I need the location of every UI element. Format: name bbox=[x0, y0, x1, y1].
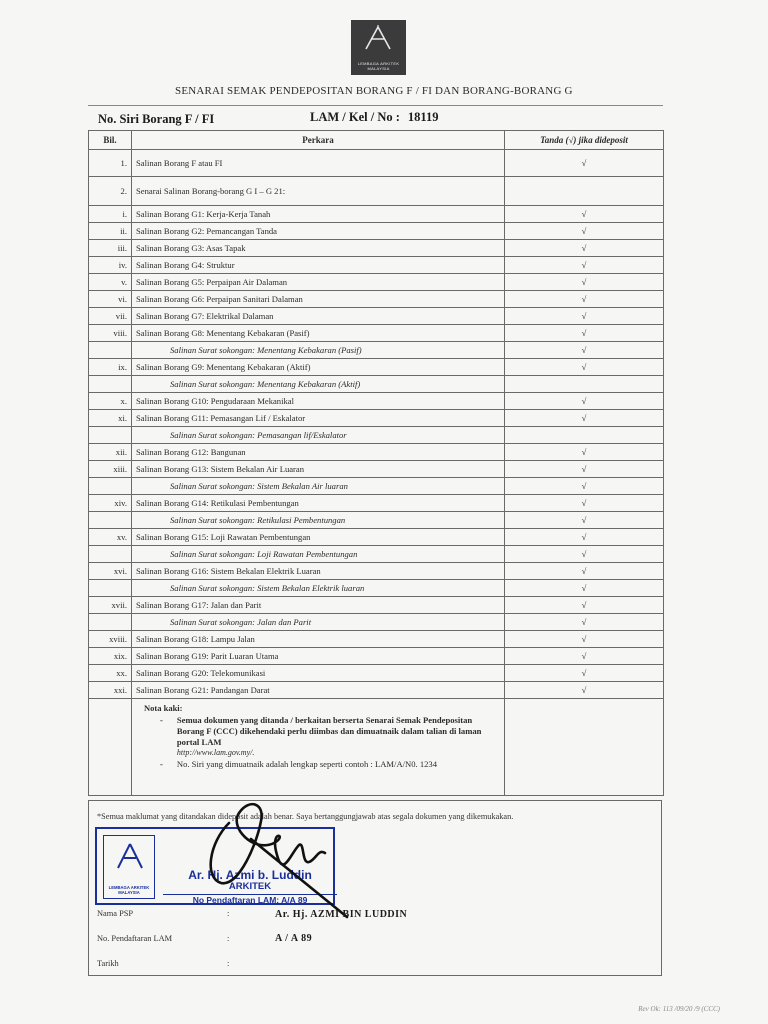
lam-value: 18119 bbox=[407, 110, 439, 124]
col-perkara-header: Perkara bbox=[132, 131, 505, 150]
checklist-row bbox=[89, 206, 664, 223]
row-item: Salinan Borang G1: Kerja-Kerja Tanah bbox=[132, 206, 505, 223]
tick-cell bbox=[505, 512, 664, 529]
row-item: Salinan Borang G20: Telekomunikasi bbox=[132, 665, 505, 682]
nota-row bbox=[89, 699, 664, 796]
row-item: Salinan Borang F atau FI bbox=[132, 150, 505, 177]
stamp-logo bbox=[103, 835, 155, 899]
checklist-row bbox=[89, 648, 664, 665]
stamp-name: Ar. Hj. Azmi b. Luddin bbox=[188, 868, 312, 882]
checklist-row bbox=[89, 631, 664, 648]
checklist-row bbox=[89, 444, 664, 461]
nama-value: Ar. Hj. AZMI BIN LUDDIN bbox=[275, 909, 408, 920]
row-number: vi. bbox=[89, 291, 132, 308]
checklist-row bbox=[89, 597, 664, 614]
row-item: Salinan Borang G2: Pemancangan Tanda bbox=[132, 223, 505, 240]
supporting-letter-row bbox=[89, 478, 664, 495]
checklist-row bbox=[89, 665, 664, 682]
row-number: v. bbox=[89, 274, 132, 291]
declaration-statement: *Semua maklumat yang ditandakan dideposit adalah benar. Saya bertanggungjawab atas segala dokumen yang dikemukakan. bbox=[97, 812, 514, 821]
tick-cell bbox=[505, 614, 664, 631]
row-number: xv. bbox=[89, 529, 132, 546]
tick-cell bbox=[505, 257, 664, 274]
page-title: SENARAI SEMAK PENDEPOSITAN BORANG F / FI DAN BORANG-BORANG G bbox=[175, 85, 573, 97]
supporting-letter-row bbox=[89, 342, 664, 359]
stamp-logo-text: LEMBAGA ARKITEK MALAYSIA bbox=[108, 885, 150, 895]
stamp-role: ARKITEK bbox=[228, 881, 272, 892]
checklist-row bbox=[89, 410, 664, 427]
tick-cell bbox=[505, 665, 664, 682]
check-mark-icon: √ bbox=[581, 464, 587, 474]
check-mark-icon: √ bbox=[581, 209, 587, 219]
check-mark-icon: √ bbox=[581, 532, 587, 542]
row-number bbox=[89, 342, 132, 359]
col-bil-header: Bil. bbox=[89, 131, 132, 150]
revision-footer: Rev Ok: 113 /09/20 /9 (CCC) bbox=[638, 1005, 720, 1013]
registration-value: A / A 89 bbox=[275, 933, 313, 944]
check-mark-icon: √ bbox=[581, 447, 587, 457]
row-item: Salinan Borang G7: Elektrikal Dalaman bbox=[132, 308, 505, 325]
tick-cell bbox=[505, 359, 664, 376]
row-number: xii. bbox=[89, 444, 132, 461]
row-number: xvii. bbox=[89, 597, 132, 614]
tick-cell bbox=[505, 274, 664, 291]
logo-text: LEMBAGA ARKITEK MALAYSIA bbox=[357, 61, 400, 71]
row-item: Salinan Surat sokongan: Sistem Bekalan Elektrik luaran bbox=[132, 580, 505, 597]
check-mark-icon: √ bbox=[581, 617, 587, 627]
row-item: Salinan Surat sokongan: Loji Rawatan Pembentungan bbox=[132, 546, 505, 563]
tick-cell bbox=[505, 308, 664, 325]
supporting-letter-row bbox=[89, 427, 664, 444]
row-item: Salinan Surat sokongan: Retikulasi Pembentungan bbox=[132, 512, 505, 529]
check-mark-icon: √ bbox=[581, 583, 587, 593]
tick-cell bbox=[505, 478, 664, 495]
lam-number bbox=[310, 110, 438, 125]
check-mark-icon: √ bbox=[581, 515, 587, 525]
checklist-row bbox=[89, 240, 664, 257]
row-item: Salinan Borang G5: Perpaipan Air Dalaman bbox=[132, 274, 505, 291]
check-mark-icon: √ bbox=[581, 260, 587, 270]
checklist-table bbox=[88, 130, 664, 796]
row-item: Salinan Borang G16: Sistem Bekalan Elektrik Luaran bbox=[132, 563, 505, 580]
row-number bbox=[89, 512, 132, 529]
nama-label: Nama PSP bbox=[97, 909, 134, 918]
checklist-row bbox=[89, 563, 664, 580]
nota-item-1-text: Semua dokumen yang ditanda / berkaitan berserta Senarai Semak Pendepositan Borang F (CCC) dikehendaki perlu diimbas dan dimuatnaik dalam talian di laman portal LAM bbox=[176, 715, 482, 747]
tick-cell bbox=[505, 325, 664, 342]
row-number: xi. bbox=[89, 410, 132, 427]
row-number: vii. bbox=[89, 308, 132, 325]
lam-label: LAM / Kel / No : bbox=[310, 110, 400, 124]
row-number: xiv. bbox=[89, 495, 132, 512]
tick-cell bbox=[505, 177, 664, 206]
checklist-row bbox=[89, 461, 664, 478]
row-number bbox=[89, 376, 132, 393]
row-number: xvi. bbox=[89, 563, 132, 580]
lam-logo bbox=[351, 20, 406, 75]
check-mark-icon: √ bbox=[581, 549, 587, 559]
check-mark-icon: √ bbox=[581, 158, 587, 168]
row-number: 2. bbox=[89, 177, 132, 206]
registration-label: No. Pendaftaran LAM bbox=[97, 934, 173, 943]
row-number: xxi. bbox=[89, 682, 132, 699]
row-number: xx. bbox=[89, 665, 132, 682]
check-mark-icon: √ bbox=[581, 226, 587, 236]
nota-item-2-text: No. Siri yang dimuatnaik adalah lengkap seperti contoh : LAM/A/N0. 1234 bbox=[176, 759, 438, 769]
declaration-box bbox=[88, 800, 662, 976]
check-mark-icon: √ bbox=[581, 498, 587, 508]
tarikh-label: Tarikh bbox=[97, 959, 119, 968]
check-mark-icon: √ bbox=[581, 396, 587, 406]
row-item: Salinan Borang G13: Sistem Bekalan Air Luaran bbox=[132, 461, 505, 478]
checklist-row bbox=[89, 495, 664, 512]
checklist-row bbox=[89, 393, 664, 410]
row-number: xix. bbox=[89, 648, 132, 665]
row-item: Salinan Surat sokongan: Sistem Bekalan Air luaran bbox=[132, 478, 505, 495]
checklist-row bbox=[89, 359, 664, 376]
row-item: Salinan Borang G3: Asas Tapak bbox=[132, 240, 505, 257]
check-mark-icon: √ bbox=[581, 668, 587, 678]
row-item: Salinan Borang G18: Lampu Jalan bbox=[132, 631, 505, 648]
checklist-row bbox=[89, 291, 664, 308]
tick-cell bbox=[505, 427, 664, 444]
row-item: Salinan Borang G12: Bangunan bbox=[132, 444, 505, 461]
row-number: ix. bbox=[89, 359, 132, 376]
supporting-letter-row bbox=[89, 614, 664, 631]
row-item: Salinan Borang G10: Pengudaraan Mekanikal bbox=[132, 393, 505, 410]
row-number bbox=[89, 478, 132, 495]
check-mark-icon: √ bbox=[581, 634, 587, 644]
row-number: i. bbox=[89, 206, 132, 223]
nota-dash: - bbox=[160, 715, 163, 725]
row-number: x. bbox=[89, 393, 132, 410]
tick-cell bbox=[505, 342, 664, 359]
row-number: xiii. bbox=[89, 461, 132, 478]
nota-cell bbox=[132, 699, 505, 796]
row-number: 1. bbox=[89, 150, 132, 177]
row-item: Salinan Borang G6: Perpaipan Sanitari Dalaman bbox=[132, 291, 505, 308]
checklist-row bbox=[89, 223, 664, 240]
logo-emblem-icon bbox=[363, 25, 393, 51]
table-header-row bbox=[89, 131, 664, 150]
tick-cell bbox=[505, 546, 664, 563]
tick-cell bbox=[505, 495, 664, 512]
registration-field: No. Pendaftaran LAM : bbox=[97, 934, 230, 943]
tick-cell bbox=[505, 631, 664, 648]
checklist-row bbox=[89, 325, 664, 342]
row-number: ii. bbox=[89, 223, 132, 240]
check-mark-icon: √ bbox=[581, 277, 587, 287]
checklist-row bbox=[89, 274, 664, 291]
row-item: Senarai Salinan Borang-borang G I – G 21: bbox=[132, 177, 505, 206]
check-mark-icon: √ bbox=[581, 413, 587, 423]
tick-cell bbox=[505, 461, 664, 478]
check-mark-icon: √ bbox=[581, 685, 587, 695]
row-item: Salinan Surat sokongan: Jalan dan Parit bbox=[132, 614, 505, 631]
tick-cell bbox=[505, 410, 664, 427]
check-mark-icon: √ bbox=[581, 294, 587, 304]
supporting-letter-row bbox=[89, 376, 664, 393]
row-item: Salinan Borang G11: Pemasangan Lif / Eskalator bbox=[132, 410, 505, 427]
row-item: Salinan Borang G21: Pandangan Darat bbox=[132, 682, 505, 699]
check-mark-icon: √ bbox=[581, 345, 587, 355]
check-mark-icon: √ bbox=[581, 362, 587, 372]
nota-url: http://www.lam.gov.my/. bbox=[176, 748, 255, 757]
row-item: Salinan Borang G4: Struktur bbox=[132, 257, 505, 274]
row-number bbox=[89, 546, 132, 563]
row-number: xviii. bbox=[89, 631, 132, 648]
nota-dash: - bbox=[160, 759, 163, 769]
row-item: Salinan Borang G15: Loji Rawatan Pembentungan bbox=[132, 529, 505, 546]
tick-cell bbox=[505, 597, 664, 614]
check-mark-icon: √ bbox=[581, 600, 587, 610]
row-number bbox=[89, 614, 132, 631]
nota-item-1 bbox=[160, 715, 500, 757]
row-item: Salinan Borang G8: Menentang Kebakaran (Pasif) bbox=[132, 325, 505, 342]
stamp-emblem-icon bbox=[116, 842, 144, 870]
checklist-row bbox=[89, 150, 664, 177]
checklist-row bbox=[89, 257, 664, 274]
nama-field: Nama PSP : bbox=[97, 909, 230, 918]
siri-label: No. Siri Borang F / FI bbox=[98, 112, 215, 126]
row-number: iv. bbox=[89, 257, 132, 274]
check-mark-icon: √ bbox=[581, 328, 587, 338]
row-item: Salinan Borang G9: Menentang Kebakaran (Aktif) bbox=[132, 359, 505, 376]
checklist-row bbox=[89, 177, 664, 206]
supporting-letter-row bbox=[89, 580, 664, 597]
check-mark-icon: √ bbox=[581, 566, 587, 576]
check-mark-icon: √ bbox=[581, 481, 587, 491]
tick-cell bbox=[505, 393, 664, 410]
checklist-row bbox=[89, 529, 664, 546]
check-mark-icon: √ bbox=[581, 311, 587, 321]
supporting-letter-row bbox=[89, 546, 664, 563]
row-item: Salinan Surat sokongan: Menentang Kebakaran (Aktif) bbox=[132, 376, 505, 393]
check-mark-icon: √ bbox=[581, 243, 587, 253]
row-item: Salinan Surat sokongan: Pemasangan lif/Eskalator bbox=[132, 427, 505, 444]
supporting-letter-row bbox=[89, 512, 664, 529]
tick-cell bbox=[505, 376, 664, 393]
tick-cell bbox=[505, 563, 664, 580]
tick-cell bbox=[505, 223, 664, 240]
tarikh-field: Tarikh : bbox=[97, 959, 230, 968]
nota-tick-cell bbox=[505, 699, 664, 796]
stamp-registration: No Pendaftaran LAM: A/A 89 bbox=[163, 894, 337, 905]
row-number bbox=[89, 427, 132, 444]
col-tanda-header: Tanda (√) jika dideposit bbox=[505, 131, 664, 150]
tick-cell bbox=[505, 529, 664, 546]
nota-item-2 bbox=[160, 759, 500, 770]
tick-cell bbox=[505, 580, 664, 597]
nota-bil-cell bbox=[89, 699, 132, 796]
row-number: viii. bbox=[89, 325, 132, 342]
tick-cell bbox=[505, 150, 664, 177]
row-item: Salinan Borang G19: Parit Luaran Utama bbox=[132, 648, 505, 665]
row-item: Salinan Borang G17: Jalan dan Parit bbox=[132, 597, 505, 614]
row-item: Salinan Surat sokongan: Menentang Kebakaran (Pasif) bbox=[132, 342, 505, 359]
tick-cell bbox=[505, 291, 664, 308]
tick-cell bbox=[505, 682, 664, 699]
tick-cell bbox=[505, 444, 664, 461]
checklist-row bbox=[89, 682, 664, 699]
row-number: iii. bbox=[89, 240, 132, 257]
tick-cell bbox=[505, 206, 664, 223]
row-item: Salinan Borang G14: Retikulasi Pembentungan bbox=[132, 495, 505, 512]
tick-cell bbox=[505, 240, 664, 257]
nota-heading: Nota kaki: bbox=[144, 703, 183, 713]
tick-cell bbox=[505, 648, 664, 665]
title-divider bbox=[88, 105, 663, 106]
row-number bbox=[89, 580, 132, 597]
check-mark-icon: √ bbox=[581, 651, 587, 661]
checklist-row bbox=[89, 308, 664, 325]
